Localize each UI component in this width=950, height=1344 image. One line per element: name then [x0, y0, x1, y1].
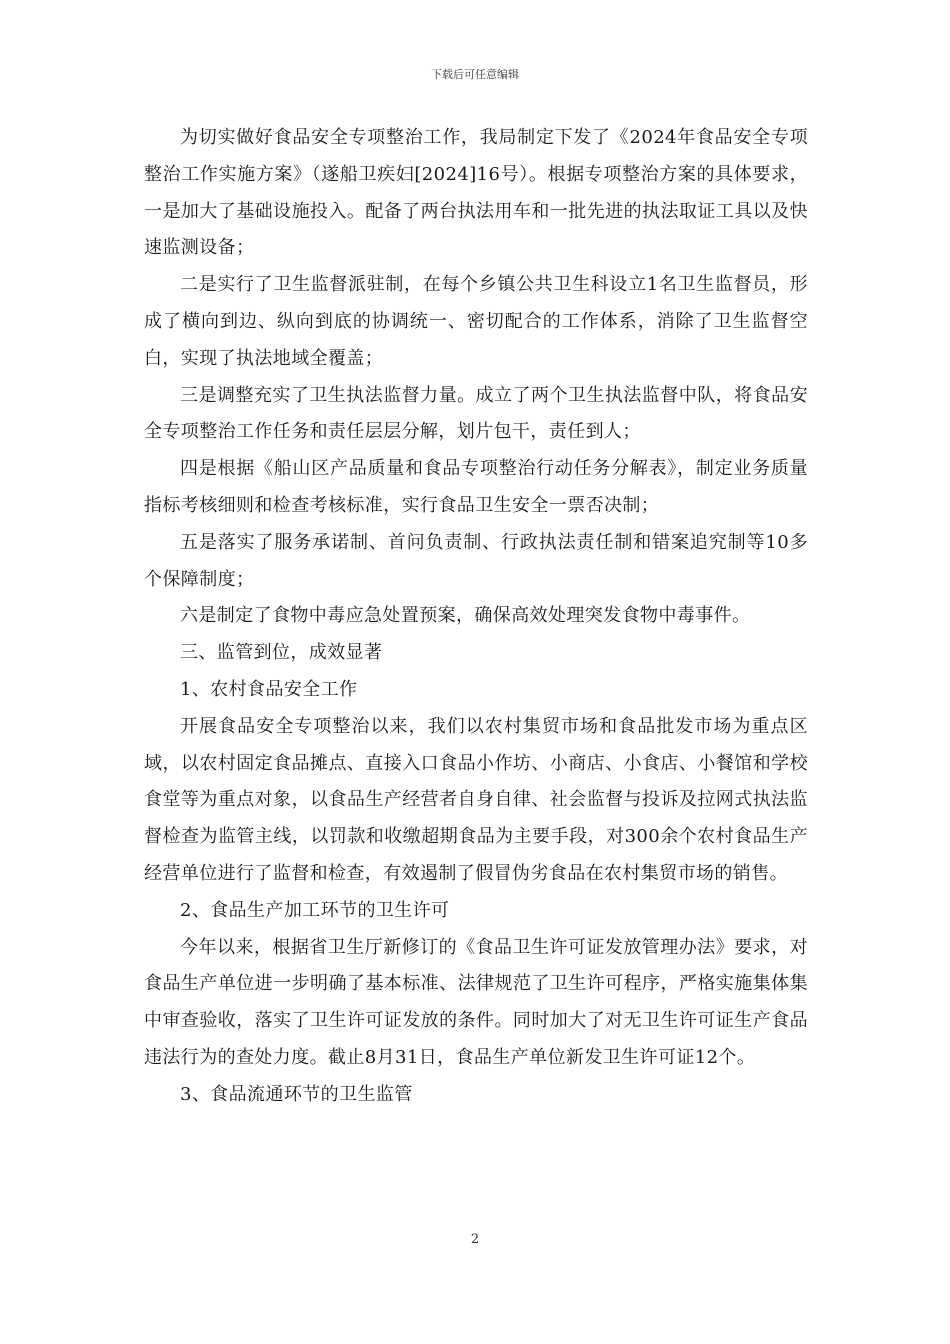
paragraph: 六是制定了食物中毒应急处置预案，确保高效处理突发食物中毒事件。	[180, 605, 751, 627]
section-heading: 三、监管到位，成效显著	[180, 642, 383, 664]
paragraph: 二是实行了卫生监督派驻制，在每个乡镇公共卫生科设立1名卫生监督员，形成了横向到边、纵向到底的协调统一、密切配合的工作体系，消除了卫生监督空白，实现了执法地域全覆盖；	[144, 274, 808, 369]
header-note: 下载后可任意编辑	[431, 68, 519, 81]
document-body	[144, 120, 808, 1114]
paragraph: 今年以来，根据省卫生厅新修订的《食品卫生许可证发放管理办法》要求，对食品生产单位进一步明确了基本标准、法律规范了卫生许可程序，严格实施集体集中审查验收，落实了卫生许可证发放的条件。同时加大了对无卫生许可证生产食品违法行为的查处力度。截止8月31日，食品生产单位新发卫生许可证12个。	[144, 936, 808, 1068]
paragraph: 四是根据《船山区产品质量和食品专项整治行动任务分解表》，制定业务质量指标考核细则和检查考核标准，实行食品卫生安全一票否决制；	[144, 458, 808, 516]
subsection-heading: 3、食品流通环节的卫生监管	[180, 1083, 413, 1105]
subsection-heading: 2、食品生产加工环节的卫生许可	[180, 899, 450, 921]
paragraph: 三是调整充实了卫生执法监督力量。成立了两个卫生执法监督中队，将食品安全专项整治工作任务和责任层层分解，划片包干，责任到人；	[144, 384, 808, 443]
paragraph: 开展食品安全专项整治以来，我们以农村集贸市场和食品批发市场为重点区域，以农村固定食品摊点、直接入口食品小作坊、小商店、小食店、小餐馆和学校食堂等为重点对象，以食品生产经营者自身自律、社会监督与投诉及拉网式执法监督检查为监管主线，以罚款和收缴超期食品为主要手段，对300余个农村食品生产经营单位进行了监督和检查，有效遏制了假冒伪劣食品在农村集贸市场的销售。	[144, 715, 808, 884]
subsection-heading: 1、农村食品安全工作	[180, 678, 358, 700]
page-number: 2	[470, 1232, 480, 1247]
paragraph: 五是落实了服务承诺制、首问负责制、行政执法责任制和错案追究制等10多个保障制度；	[144, 531, 808, 590]
paragraph: 为切实做好食品安全专项整治工作，我局制定下发了《2024年食品安全专项整治工作实施方案》（遂船卫疾妇[2024]16号）。根据专项整治方案的具体要求，一是加大了基础设施投入。配备了两台执法用车和一批先进的执法取证工具以及快速监测设备；	[144, 127, 808, 259]
